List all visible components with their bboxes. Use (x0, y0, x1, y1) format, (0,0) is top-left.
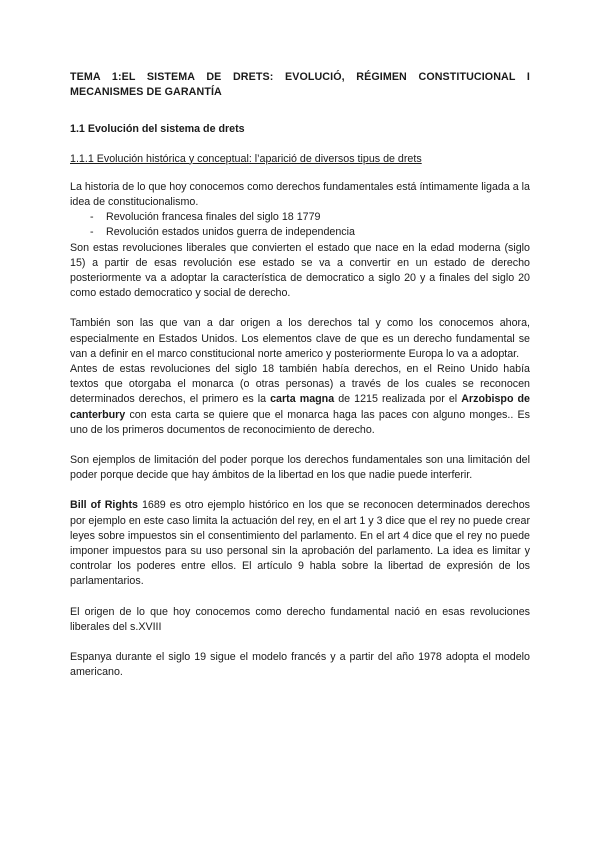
bold-arzobispo: Arzobispo de canterbury (70, 393, 530, 421)
text-span: de 1215 realizada por el (334, 393, 462, 406)
dash-bullet: - (90, 211, 94, 224)
subsection-heading: 1.1.1 Evolución histórica y conceptual: l’aparició de diversos tipus de drets (70, 152, 422, 165)
revolutions-list (70, 210, 530, 240)
document-title: TEMA 1:EL SISTEMA DE DRETS: EVOLUCIÓ, RÉGIMEN CONSTITUCIONAL I MECANISMES DE GARANTÍA (70, 71, 530, 99)
paragraph-liberal-revolutions: Son estas revoluciones liberales que convierten el estado que nace en la edad moderna (siglo 15) a partir de esas revolución ese estado se va a convertir en un estado de derecho posteriormente va a adoptar la característica de democratico a siglo 20 y a finales del siglo 20 como estado democratico y social de derecho. (70, 241, 530, 300)
list-item (70, 210, 530, 225)
bold-carta-magna: carta magna (270, 393, 335, 406)
list-item (70, 225, 530, 240)
paragraph-magna-carta (70, 362, 530, 438)
section-heading: 1.1 Evolución del sistema de drets (70, 123, 245, 136)
paragraph-espanya: Espanya durante el siglo 19 sigue el modelo francés y a partir del año 1978 adopta el modelo americano. (70, 651, 530, 679)
bold-bill-of-rights: Bill of Rights (70, 499, 138, 512)
document-page (70, 70, 530, 681)
paragraph-origin-rights: También son las que van a dar origen a los derechos tal y como los conocemos ahora, especialmente en Estados Unidos. Los elementos clave de que es un derecho fundamental se van a definir en el marco constitucional norte americo y posteriormente Europa lo va a adoptar. (70, 317, 530, 360)
list-item-text: Revolución francesa finales del siglo 18 1779 (106, 211, 321, 224)
text-span: con esta carta se quiere que el monarca haga las paces con alguno monges.. Es uno de los primeros documentos de reconocimiento de derecho. (70, 408, 530, 436)
paragraph-limitation-power: Son ejemplos de limitación del poder porque los derechos fundamentales son una limitación del poder porque decide que hay ámbitos de la libertad en los que nadie puede interferir. (70, 454, 530, 482)
list-item-text: Revolución estados unidos guerra de independencia (106, 226, 355, 239)
paragraph-origin-fundamental: El origen de lo que hoy conocemos como derecho fundamental nació en esas revoluciones liberales del s.XVIII (70, 605, 530, 633)
paragraph-bill-of-rights (70, 498, 530, 589)
text-span: 1689 es otro ejemplo histórico en los que se reconocen determinados derechos por ejemplo en este caso limita la actuación del rey, en el art 1 y 3 dice que el rey no puede crear leyes sobre impuestos sin el consentimiento del parlamento. En el art 4 dice que el rey no puede imponer impuestos para su uso personal sin la aprobación del parlamento. La idea es limitar y controlar los poderes entre ellos. El artículo 9 habla sobre la libertad de expresión de los parlamentarios. (70, 499, 530, 588)
paragraph-intro: La historia de lo que hoy conocemos como derechos fundamentales está íntimamente ligada a la idea de constitucionalismo. (70, 180, 530, 209)
text-span: Antes de estas revoluciones del siglo 18 también había derechos, en el Reino Unido había textos que otorgaba el monarca (o otras personas) a través de los cuales se reconocen determinados derechos, el primero es la (70, 363, 530, 406)
dash-bullet: - (90, 226, 94, 239)
